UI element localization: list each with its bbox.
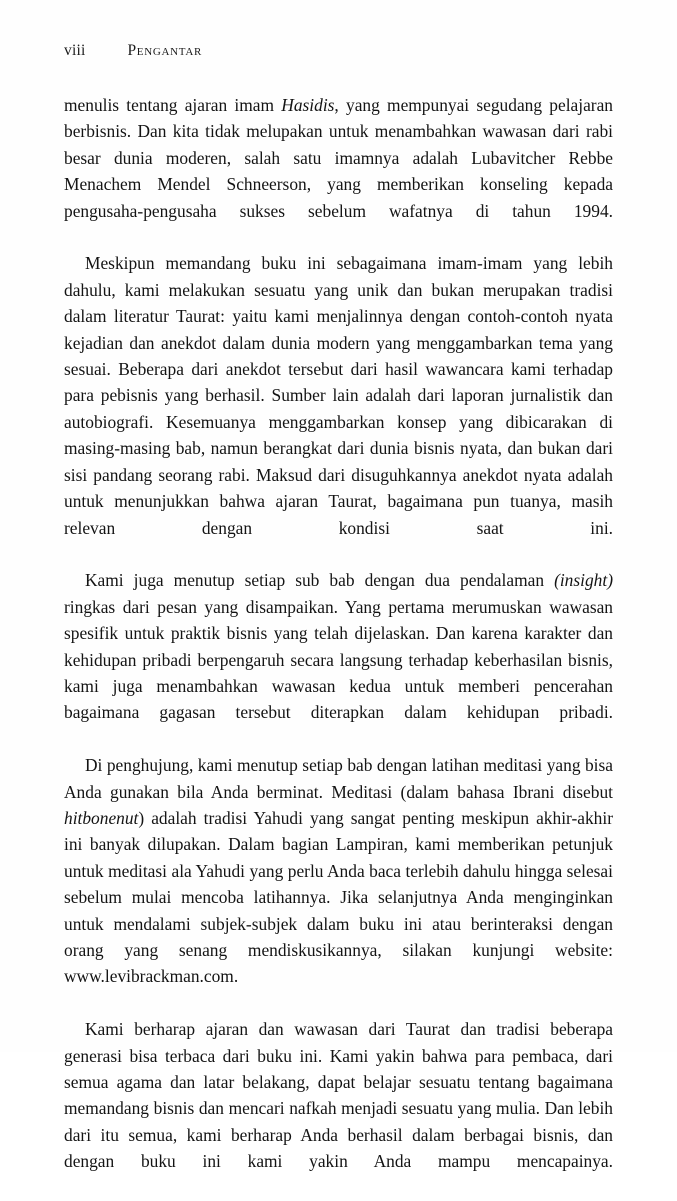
body-text-block <box>64 92 613 1201</box>
italic-run: Hasidis <box>281 95 335 115</box>
text-run: ringkas dari pesan yang disampaikan. Yang pertama merumuskan wawasan spesifik untuk praktik bisnis yang telah dijelaskan. Dan karena karakter dan kehidupan pribadi berpengaruh secara langsung terhadap keberhasilan bisnis, kami juga menambahkan wawasan kedua untuk memberi pencerahan bagaimana gagasan tersebut diterapkan dalam kehidupan pribadi. <box>64 596 613 723</box>
paragraph <box>64 1016 613 1201</box>
paragraph <box>64 567 613 752</box>
text-run: Kami juga menutup setiap sub bab dengan dua pendalaman <box>85 570 555 591</box>
text-run: , yang mempunyai segudang pelajaran berbisnis. Dan kita tidak melupakan untuk menambahkan wawasan dari rabi besar dunia moderen, salah satu imamnya adalah Lubavitcher Rebbe Menachem Mendel Schneerson, yang memberikan konseling kepada pengusaha-pengusaha sukses sebelum wafatnya di tahun 1994. <box>64 95 614 221</box>
text-run: Di penghujung, kami menutup setiap bab dengan latihan meditasi yang bisa Anda gunakan bila Anda berminat. Meditasi (dalam bahasa Ibrani disebut <box>64 755 613 802</box>
paragraph <box>64 752 613 1016</box>
running-head-title: Pengantar <box>127 42 203 59</box>
text-run: ) adalah tradisi Yahudi yang sangat penting meskipun akhir-akhir ini banyak dilupakan. Dalam bagian Lampiran, kami memberikan petunjuk untuk meditasi ala Yahudi yang perlu Anda baca terlebih dahulu hingga selesai sebelum mulai mencoba latihannya. Jika selanjutnya Anda menginginkan untuk mendalami subjek-subjek dalam buku ini atau berinteraksi dengan orang yang senang mendiskusikannya, silakan kunjungi website: www.levibrackman.com. <box>64 807 613 987</box>
text-run: menulis tentang ajaran imam <box>64 95 282 115</box>
italic-run: hitbonenut <box>64 807 139 828</box>
text-run: Kami berharap ajaran dan wawasan dari Taurat dan tradisi beberapa generasi bisa terbaca dari buku ini. Kami yakin bahwa para pembaca, dari semua agama dan latar belakang, dapat belajar sesuatu tentang bagaimana memandang bisnis dan mencari nafkah menjadi sesuatu yang mulia. Dan lebih dari itu semua, kami berharap Anda berhasil dalam berbagai bisnis, dan dengan buku ini kami yakin Anda mampu mencapainya. <box>64 1019 613 1172</box>
paragraph <box>64 92 613 250</box>
italic-run: (insight) <box>554 570 613 591</box>
paragraph <box>64 250 613 567</box>
text-run: Meskipun memandang buku ini sebagaimana imam-imam yang lebih dahulu, kami melakukan sesuatu yang unik dan bukan merupakan tradisi dalam literatur Taurat: yaitu kami menjalinnya dengan contoh-contoh nyata kejadian dan anekdot dalam dunia modern yang menggambarkan tema yang sesuai. Beberapa dari anekdot tersebut dari hasil wawancara kami terhadap para pebisnis yang berhasil. Sumber lain adalah dari laporan jurnalistik dan autobiografi. Kesemuanya menggambarkan konsep yang dibicarakan di masing-masing bab, namun berangkat dari dunia bisnis nyata, dan bukan dari sisi pandang seorang rabi. Maksud dari disuguhkannya anekdot nyata adalah untuk menunjukkan bahwa ajaran Taurat, bagaimana pun tuanya, masih relevan dengan kondisi saat ini. <box>64 253 613 538</box>
page-number: viii <box>64 42 86 59</box>
running-head <box>64 42 613 64</box>
